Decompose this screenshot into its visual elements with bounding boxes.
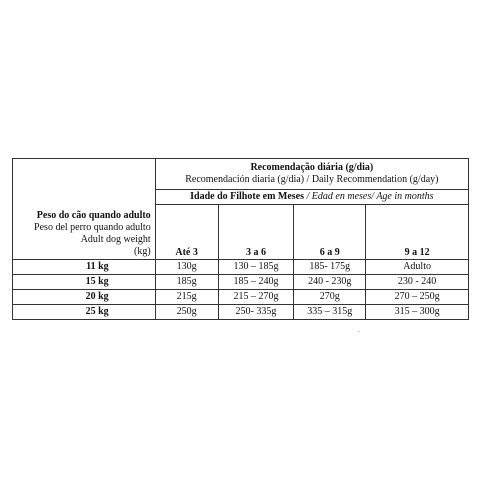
table-row bbox=[13, 290, 469, 305]
footnote-mark: . bbox=[358, 325, 360, 334]
row-label: 20 kg bbox=[13, 290, 156, 305]
table-row bbox=[13, 305, 469, 320]
weight-header-en: Adult dog weight bbox=[80, 234, 151, 245]
column-header: 3 a 6 bbox=[218, 205, 294, 260]
column-header: 6 a 9 bbox=[294, 205, 366, 260]
table-cell: 315 – 300g bbox=[366, 305, 469, 320]
row-label: 11 kg bbox=[13, 260, 156, 275]
table-cell: 130g bbox=[155, 260, 218, 275]
weight-header-cell bbox=[13, 159, 156, 260]
table-row bbox=[13, 275, 469, 290]
recommendation-title-pt: Recomendação diária (g/dia) bbox=[250, 162, 374, 173]
table-cell: 270g bbox=[294, 290, 366, 305]
table-cell: 250g bbox=[155, 305, 218, 320]
table-cell: 185g bbox=[155, 275, 218, 290]
row-label: 15 kg bbox=[13, 275, 156, 290]
table-cell: 335 – 315g bbox=[294, 305, 366, 320]
feeding-table bbox=[12, 158, 469, 320]
table-cell: 130 – 185g bbox=[218, 260, 294, 275]
table-cell: 215g bbox=[155, 290, 218, 305]
table-cell: 240 - 230g bbox=[294, 275, 366, 290]
age-header-es-en: / Edad en meses/ Age in months bbox=[304, 191, 434, 202]
table-cell: Adulto bbox=[366, 260, 469, 275]
table-row bbox=[13, 260, 469, 275]
table-cell: 185- 175g bbox=[294, 260, 366, 275]
daily-recommendation-header bbox=[155, 159, 468, 190]
table-cell: 270 – 250g bbox=[366, 290, 469, 305]
table-cell: 250- 335g bbox=[218, 305, 294, 320]
table-cell: 215 – 270g bbox=[218, 290, 294, 305]
age-header bbox=[155, 190, 468, 205]
table-cell: 185 – 240g bbox=[218, 275, 294, 290]
weight-header-pt: Peso do cão quando adulto bbox=[36, 210, 151, 221]
column-header: Até 3 bbox=[155, 205, 218, 260]
age-header-pt: Idade do Filhote em Meses bbox=[190, 191, 305, 202]
weight-header-es: Peso del perro quando adulto bbox=[34, 222, 151, 233]
table-cell: 230 - 240 bbox=[366, 275, 469, 290]
row-label: 25 kg bbox=[13, 305, 156, 320]
recommendation-title-es-en: Recomendación diaria (g/dia) / Daily Recommendation (g/day) bbox=[185, 174, 439, 185]
weight-header-unit: (kg) bbox=[134, 246, 151, 257]
column-header: 9 a 12 bbox=[366, 205, 469, 260]
